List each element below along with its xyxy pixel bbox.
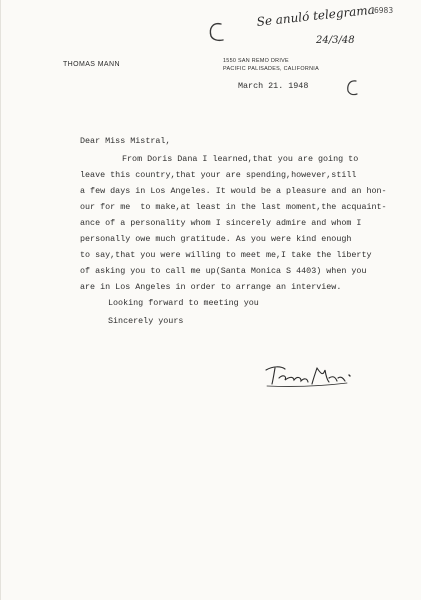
letterhead-name: THOMAS MANN bbox=[63, 61, 120, 68]
body-line: ance of a personality whom I sincerely admire and whom I bbox=[80, 218, 362, 228]
letterhead-address-street: 1550 SAN REMO DRIVE bbox=[223, 58, 289, 64]
body-line: to say,that you were willing to meet me,I take the liberty bbox=[80, 250, 372, 260]
pencil-bracket-mark bbox=[344, 78, 360, 98]
body-line: personally owe much gratitude. As you were kind enough bbox=[80, 234, 352, 244]
signature bbox=[263, 362, 355, 388]
letterhead-address-city: PACIFIC PALISADES, CALIFORNIA bbox=[223, 66, 319, 72]
handwritten-note: Se anuló telegrama bbox=[256, 2, 376, 29]
body-line: a few days in Los Angeles. It would be a pleasure and an hon- bbox=[80, 186, 387, 196]
letter-date: March 21. 1948 bbox=[238, 81, 309, 91]
body-line: our for me to make,at least in the last moment,the acquaint- bbox=[80, 202, 387, 212]
valediction: Sincerely yours bbox=[108, 316, 184, 326]
closing-line: Looking forward to meeting you bbox=[108, 298, 259, 308]
archive-code: 6983 bbox=[374, 6, 394, 15]
body-line: From Doris Dana I learned,that you are going to bbox=[122, 154, 359, 164]
body-line: are in Los Angeles in order to arrange an interview. bbox=[80, 282, 342, 292]
handwritten-date: 24/3/48 bbox=[316, 35, 355, 46]
body-line: leave this country,that your are spending,however,still bbox=[80, 170, 357, 180]
body-line: of asking you to call me up(Santa Monica S 4403) when you bbox=[80, 266, 367, 276]
pencil-bracket-mark bbox=[206, 20, 226, 44]
salutation: Dear Miss Mistral, bbox=[80, 136, 171, 146]
